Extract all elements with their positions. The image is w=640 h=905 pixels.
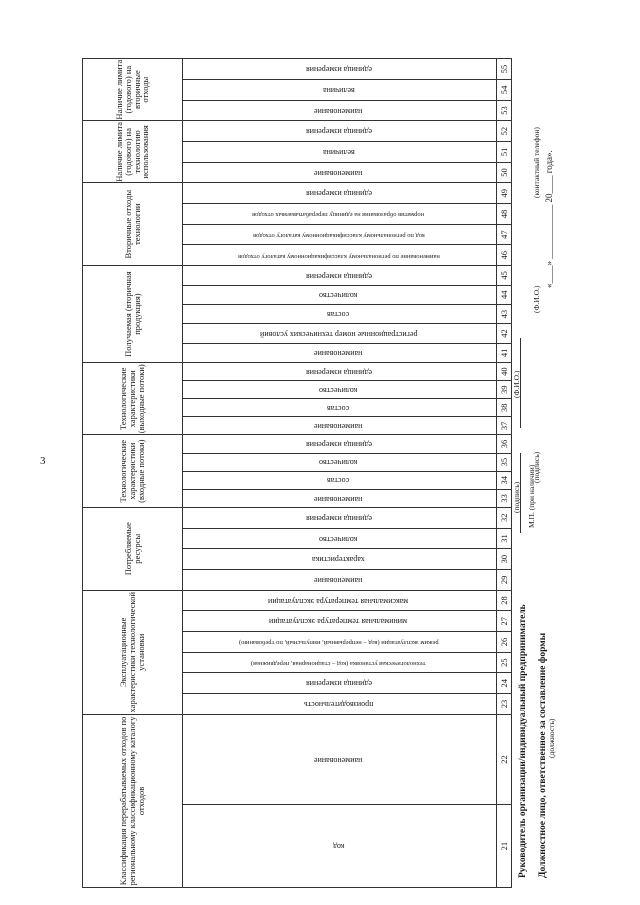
col-number: 50	[497, 162, 512, 183]
col-number: 36	[497, 435, 512, 453]
sub-col-name: наименование	[183, 714, 497, 805]
col-number: 42	[497, 324, 512, 343]
sub-col-code: код	[183, 805, 497, 888]
sub-col: наименование	[183, 569, 497, 590]
group-limit-secondary-waste: Наличие лимита (годового) на вторичные отходы	[83, 59, 183, 121]
sub-col: состав	[183, 471, 497, 489]
subheader-row	[183, 59, 497, 888]
group-resources: Потребляемые ресурсы	[83, 507, 183, 590]
sub-col: наименование	[183, 417, 497, 435]
responsible-position-caption: (должность)	[547, 718, 556, 758]
sub-col: количество	[183, 528, 497, 549]
sub-col: режим эксплуатации (код – непрерывный, импульсный, по требованию)	[183, 632, 497, 653]
rotated-form-sheet	[82, 58, 556, 888]
waste-processing-form-table	[82, 58, 512, 888]
col-number: 29	[497, 569, 512, 590]
group-header-row	[83, 59, 183, 888]
sub-col: максимальная температура эксплуатации	[183, 590, 497, 611]
sub-col: единица измерения	[183, 266, 497, 285]
sub-col: состав	[183, 304, 497, 323]
col-number: 45	[497, 266, 512, 285]
responsible-sign-caption: (подпись)	[532, 451, 541, 483]
col-number: 34	[497, 471, 512, 489]
group-operational: Эксплуатационные характеристики технологической установки	[83, 590, 183, 714]
sub-col: минимальная температура эксплуатации	[183, 611, 497, 632]
group-input-flows: Технологические характеристики (входные потоки)	[83, 435, 183, 507]
sub-col: величина	[183, 142, 497, 163]
col-number: 47	[497, 224, 512, 245]
col-number: 21	[497, 805, 512, 888]
sub-col: наименование	[183, 489, 497, 507]
col-number: 46	[497, 245, 512, 266]
responsible-label: Должностное лицо, ответственное за составление формы	[538, 632, 548, 878]
responsible-fio-caption: (Ф.И.О.)	[532, 285, 541, 313]
col-number: 40	[497, 363, 512, 381]
sub-col: единица измерения	[183, 183, 497, 204]
col-number: 53	[497, 100, 512, 121]
sub-col: регистрационные номер технических условий	[183, 324, 497, 343]
col-number: 43	[497, 304, 512, 323]
sub-col: наименование	[183, 343, 497, 362]
sub-col: технологическая установка (код – стационарная, передвижная)	[183, 652, 497, 673]
sub-col: количество	[183, 285, 497, 304]
group-limit-technology: Наличие лимита (годового) на технологию использования	[83, 121, 183, 183]
sub-col: наименование по региональному классификационному каталогу отходов	[183, 245, 497, 266]
col-number: 55	[497, 59, 512, 80]
group-output-flows: Технологические характеристики (выходные потоки)	[83, 363, 183, 435]
sub-col: наименование	[183, 100, 497, 121]
col-number: 41	[497, 343, 512, 362]
sub-col: состав	[183, 399, 497, 417]
group-secondary-waste: Вторичные отходы технологии	[83, 183, 183, 266]
responsible-phone-caption: (контактный телефон)	[532, 127, 541, 198]
sub-col: единица измерения	[183, 59, 497, 80]
sub-col: наименование	[183, 162, 497, 183]
column-number-row	[497, 59, 512, 888]
col-number: 44	[497, 285, 512, 304]
col-number: 28	[497, 590, 512, 611]
col-number: 31	[497, 528, 512, 549]
col-number: 24	[497, 673, 512, 694]
col-number: 30	[497, 549, 512, 570]
col-number: 27	[497, 611, 512, 632]
col-number: 49	[497, 183, 512, 204]
date-line: «____» ____________ 20____ года».	[544, 150, 554, 288]
sub-col: единица измерения	[183, 363, 497, 381]
col-number: 32	[497, 507, 512, 528]
sub-col: величина	[183, 79, 497, 100]
stamp-caption: М.П. (при наличии)	[527, 464, 536, 528]
col-number: 39	[497, 381, 512, 399]
sub-col: единица измерения	[183, 673, 497, 694]
col-number: 33	[497, 489, 512, 507]
col-number: 25	[497, 652, 512, 673]
sub-col: единица измерения	[183, 121, 497, 142]
col-number: 26	[497, 632, 512, 653]
col-number: 51	[497, 142, 512, 163]
sub-col: количество	[183, 453, 497, 471]
sub-col: норматив образования на единицу перерабатываемых отходов	[183, 204, 497, 225]
col-number: 35	[497, 453, 512, 471]
sub-col: количество	[183, 381, 497, 399]
group-secondary-products: Получаемая (вторичная продукция)	[83, 266, 183, 363]
col-number: 52	[497, 121, 512, 142]
sub-col: единица измерения	[183, 507, 497, 528]
head-label: Руководитель организации/индивидуальный предприниматель	[518, 604, 528, 878]
head-fio-caption: (Ф.И.О.)	[512, 370, 521, 398]
col-number: 37	[497, 417, 512, 435]
col-number: 54	[497, 79, 512, 100]
sub-col: характеристика	[183, 549, 497, 570]
sub-col: код по региональному классификационному каталогу отходов	[183, 224, 497, 245]
col-number: 23	[497, 694, 512, 715]
sub-col: единица измерения	[183, 435, 497, 453]
col-number: 22	[497, 714, 512, 805]
page-number: 3	[40, 455, 46, 467]
col-number: 48	[497, 204, 512, 225]
sub-col: производительность	[183, 694, 497, 715]
col-number: 38	[497, 399, 512, 417]
signature-footer	[512, 58, 556, 888]
head-sign-caption: (подпись)	[512, 481, 521, 513]
group-classification: Классификация перерабатываемых отходов по региональному классификационному каталогу отходов	[83, 714, 183, 887]
